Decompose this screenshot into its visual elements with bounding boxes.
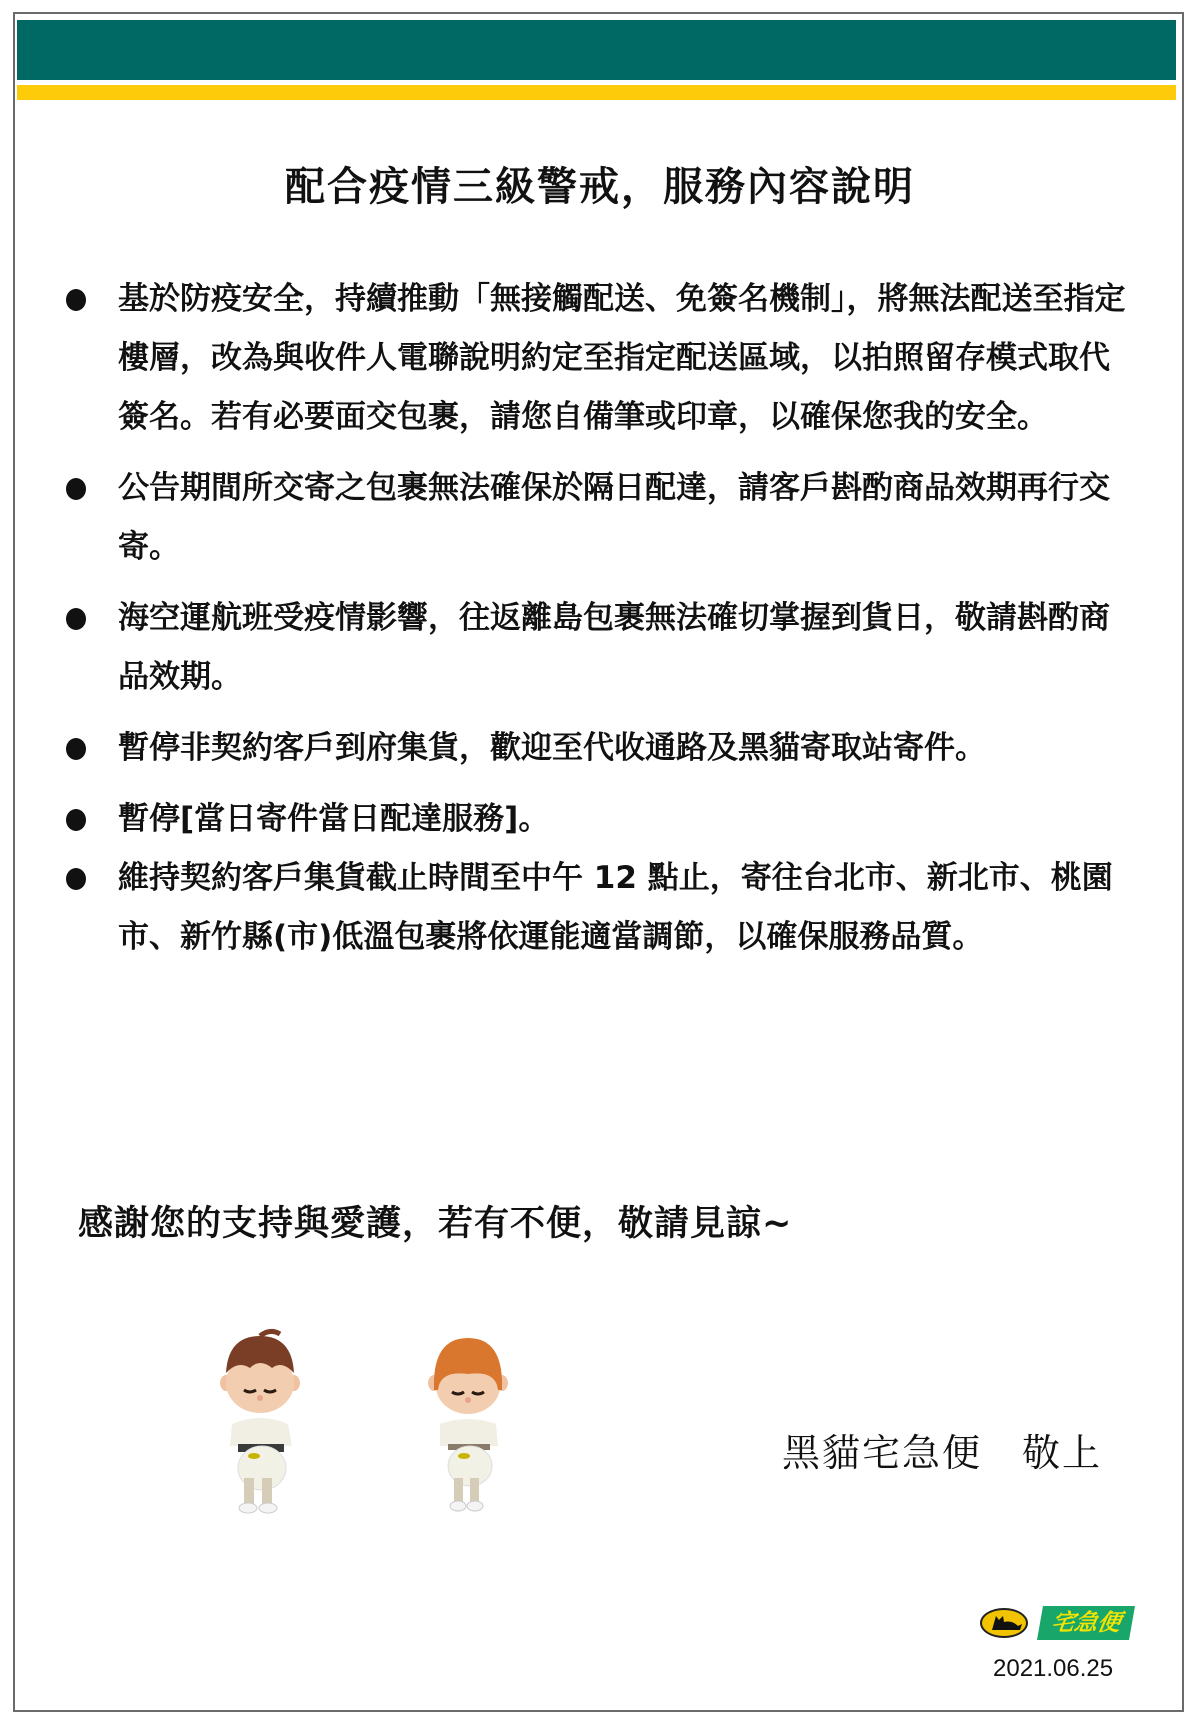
bullet-item [62, 589, 1162, 707]
black-cat-logo-icon [980, 1608, 1028, 1638]
bullet-text: 暫停[當日寄件當日配達服務]。 [118, 801, 550, 837]
bullet-dot-icon [66, 289, 86, 311]
bullet-item [62, 459, 1162, 577]
bullet-text: 海空運航班受疫情影響，往返離島包裹無法確切掌握到貨日，敬請斟酌商品效期。 [118, 600, 1110, 695]
bullet-item [62, 849, 1162, 967]
bullet-dot-icon [66, 738, 86, 760]
company-logo [980, 1606, 1140, 1640]
notice-bullet-list [62, 270, 1162, 979]
bullet-dot-icon [66, 478, 86, 500]
closing-message: 感謝您的支持與愛護，若有不便，敬請見諒~ [78, 1204, 793, 1244]
bullet-dot-icon [66, 809, 86, 831]
logo-wordmark: 宅急便 [1037, 1606, 1135, 1640]
bullet-text: 公告期間所交寄之包裹無法確保於隔日配達，請客戶斟酌商品效期再行交寄。 [118, 470, 1110, 565]
bullet-dot-icon [66, 868, 86, 890]
bowing-girl-illustration [418, 1328, 518, 1518]
bowing-boy-illustration [210, 1328, 310, 1518]
signature [782, 1422, 1102, 1477]
signature-company: 黑貓宅急便 [782, 1431, 983, 1475]
bullet-item [62, 270, 1162, 447]
bullet-text: 暫停非契約客戶到府集貨，歡迎至代收通路及黑貓寄取站寄件。 [118, 730, 986, 766]
notice-title: 配合疫情三級警戒，服務內容說明 [285, 164, 915, 210]
header-green-band [17, 20, 1176, 80]
notice-date: 2021.06.25 [993, 1655, 1114, 1682]
bullet-text: 基於防疫安全，持續推動「無接觸配送、免簽名機制」，將無法配送至指定樓層，改為與收件人電聯說明約定至指定配送區域，以拍照留存模式取代簽名。若有必要面交包裹，請您自備筆或印章，以確保您我的安全。 [118, 281, 1126, 435]
bullet-item [62, 719, 1162, 778]
bullet-dot-icon [66, 608, 86, 630]
signature-salutation: 敬上 [1022, 1431, 1103, 1475]
bullet-item [62, 790, 1162, 849]
header-yellow-band [17, 85, 1176, 100]
bullet-text: 維持契約客戶集貨截止時間至中午 12 點止，寄往台北市、新北市、桃園市、新竹縣(市)低溫包裹將依運能適當調節，以確保服務品質。 [118, 860, 1113, 955]
